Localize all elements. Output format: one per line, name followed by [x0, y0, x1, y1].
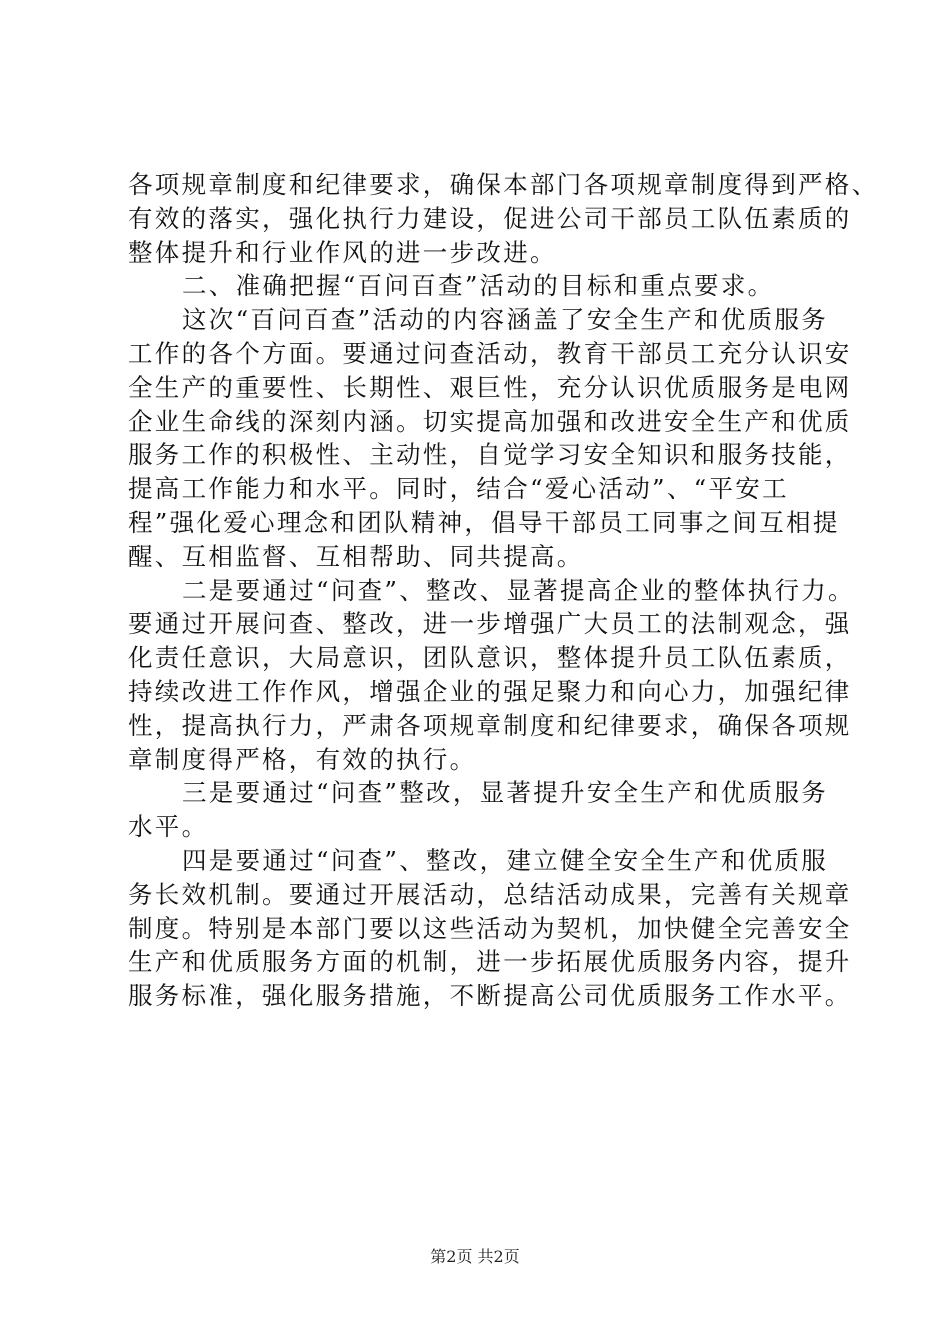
page-footer: 第2页 共2页	[430, 1247, 520, 1266]
text-line: 全生产的重要性、长期性、艰巨性，充分认识优质服务是电网	[128, 372, 852, 402]
text-line: 程”强化爱心理念和团队精神，倡导干部员工同事之间互相提	[128, 507, 840, 537]
text-line: 持续改进工作作风，增强企业的强足聚力和向心力，加强纪律	[128, 676, 852, 706]
text-line: 四是要通过“问查”、整改，建立健全安全生产和优质服	[182, 845, 829, 875]
text-line: 生产和优质服务方面的机制，进一步拓展优质服务内容，提升	[128, 947, 852, 977]
text-line: 工作的各个方面。要通过问查活动，教育干部员工充分认识安	[128, 338, 852, 368]
text-line: 醒、互相监督、互相帮助、同共提高。	[128, 541, 584, 571]
text-line: 企业生命线的深刻内涵。切实提高加强和改进安全生产和优质	[128, 406, 852, 436]
text-line: 水平。	[128, 812, 209, 842]
text-line: 提高工作能力和水平。同时，结合“爱心活动”、“平安工	[128, 474, 789, 504]
text-line: 二是要通过“问查”、整改、显著提高企业的整体执行力。	[182, 575, 855, 605]
text-line: 务长效机制。要通过开展活动，总结活动成果，完善有关规章	[128, 879, 852, 909]
text-line: 三是要通过“问查”整改，显著提升安全生产和优质服务	[182, 778, 829, 808]
text-line: 二、准确把握“百问百查”活动的目标和重点要求。	[182, 271, 775, 301]
text-line: 有效的落实，强化执行力建设，促进公司干部员工队伍素质的	[128, 203, 852, 233]
text-line: 整体提升和行业作风的进一步改进。	[128, 237, 557, 267]
text-line: 章制度得严格，有效的执行。	[128, 744, 477, 774]
text-line: 化责任意识，大局意识，团队意识，整体提升员工队伍素质，	[128, 643, 852, 673]
text-line: 服务工作的积极性、主动性，自觉学习安全知识和服务技能，	[128, 440, 852, 470]
text-line: 性，提高执行力，严肃各项规章制度和纪律要求，确保各项规	[128, 710, 852, 740]
text-line: 要通过开展问查、整改，进一步增强广大员工的法制观念，强	[128, 609, 852, 639]
text-line: 制度。特别是本部门要以这些活动为契机，加快健全完善安全	[128, 913, 852, 943]
text-line: 各项规章制度和纪律要求，确保本部门各项规章制度得到严格、	[128, 170, 879, 199]
document-body	[128, 168, 879, 1013]
text-line: 这次“百问百查”活动的内容涵盖了安全生产和优质服务	[182, 305, 829, 335]
text-line: 服务标准，强化服务措施，不断提高公司优质服务工作水平。	[128, 981, 852, 1011]
